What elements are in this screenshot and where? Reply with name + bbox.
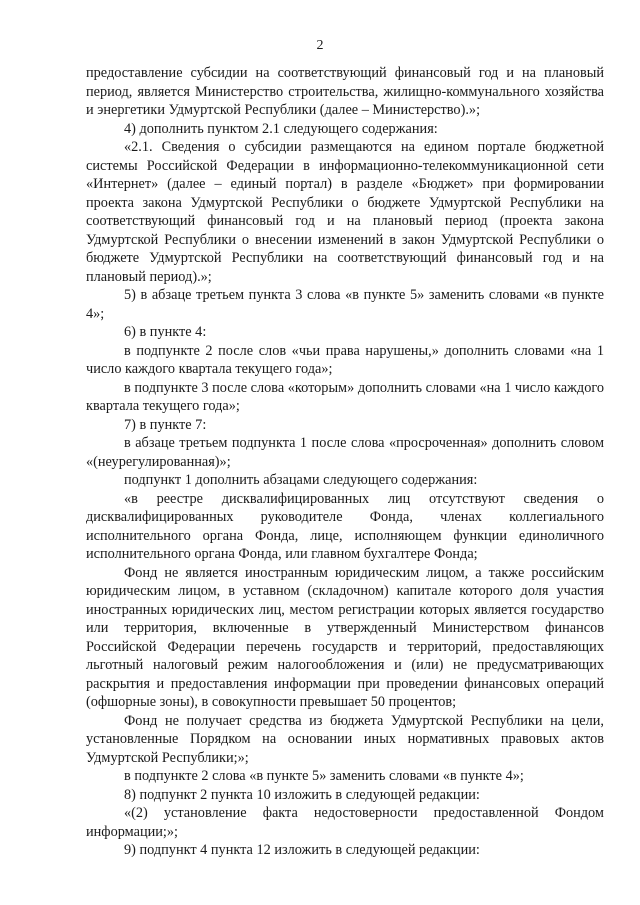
clause-2-1-text: «2.1. Сведения о субсидии размещаются на едином портале бюджетной системы Российской Федерации в информационно-телекоммуникационной сети «Интернет» (далее – единый портал) в разделе «Бюджет» при формировании проекта закона Удмуртской Республики о бюджете Удмуртской Республики на соответствующий финансовый год и на плановый период (проекта закона Удмуртской Республики о внесении изменений в закон Удмуртской Республики о бюджете Удмуртской Республики на соответствующий финансовый год и на плановый период).»; xyxy=(86,139,604,285)
subitem-1-addition: подпункт 1 дополнить абзацами следующего содержания: xyxy=(124,472,478,488)
subitem-2-replacement: в подпункте 2 слова «в пункте 5» заменить словами «в пункте 4»; xyxy=(124,768,524,784)
foreign-entity-paragraph: Фонд не является иностранным юридическим лицом, а также российским юридическим лицом, в уставном (складочном) капитале которого доля участия иностранных юридических лиц, местом регистрации которых является государство или территория, включенные в утвержденный Министерством финансов Российской Федерации перечень государств и территорий, предоставляющих льготный налоговый режим налогообложения и (или) не предусматривающих раскрытия и предоставления информации при проведении финансовых операций (офшорные зоны), в совокупности превышает 50 процентов; xyxy=(86,564,604,710)
amendment-item-9: 9) подпункт 4 пункта 12 изложить в следующей редакции: xyxy=(124,842,480,858)
page-number: 2 xyxy=(316,38,324,53)
subitem-2-change: в подпункте 2 после слов «чьи права нарушены,» дополнить словами «на 1 число каждого квартала текущего года»; xyxy=(86,342,604,377)
amendment-item-7: 7) в пункте 7: xyxy=(124,416,207,433)
amendment-item-4: 4) дополнить пунктом 2.1 следующего содержания: xyxy=(124,120,438,137)
document-body xyxy=(86,64,604,860)
subitem-3-change: в подпункте 3 после слова «которым» дополнить словами «на 1 число каждого квартала текущего года»; xyxy=(86,379,604,414)
paragraph-third-change: в абзаце третьем подпункта 1 после слова «просроченная» дополнить словом «(неурегулированная)»; xyxy=(86,435,604,470)
paragraph-continuation: предоставление субсидии на соответствующий финансовый год и на плановый период, является Министерство строительства, жилищно-коммунального хозяйства и энергетики Удмуртской Республики (далее – Министерство).»; xyxy=(86,65,604,118)
amendment-item-5: 5) в абзаце третьем пункта 3 слова «в пункте 5» заменить словами «в пункте 4»; xyxy=(86,287,604,322)
amendment-item-6: 6) в пункте 4: xyxy=(124,324,207,340)
subitem-2-new-text: «(2) установление факта недостоверности предоставленной Фондом информации;»; xyxy=(86,805,604,840)
disqualified-registry-paragraph: «в реестре дисквалифицированных лиц отсутствуют сведения о дисквалифицированных руководителе Фонда, членах коллегиального исполнительного органа Фонда, лице, исполняющем функции единоличного исполнительного органа Фонда, или главном бухгалтере Фонда; xyxy=(86,490,604,562)
budget-funds-paragraph: Фонд не получает средства из бюджета Удмуртской Республики на цели, установленные Порядком на основании иных нормативных правовых актов Удмуртской Республики;»; xyxy=(86,712,604,766)
amendment-item-8: 8) подпункт 2 пункта 10 изложить в следующей редакции: xyxy=(124,786,480,803)
